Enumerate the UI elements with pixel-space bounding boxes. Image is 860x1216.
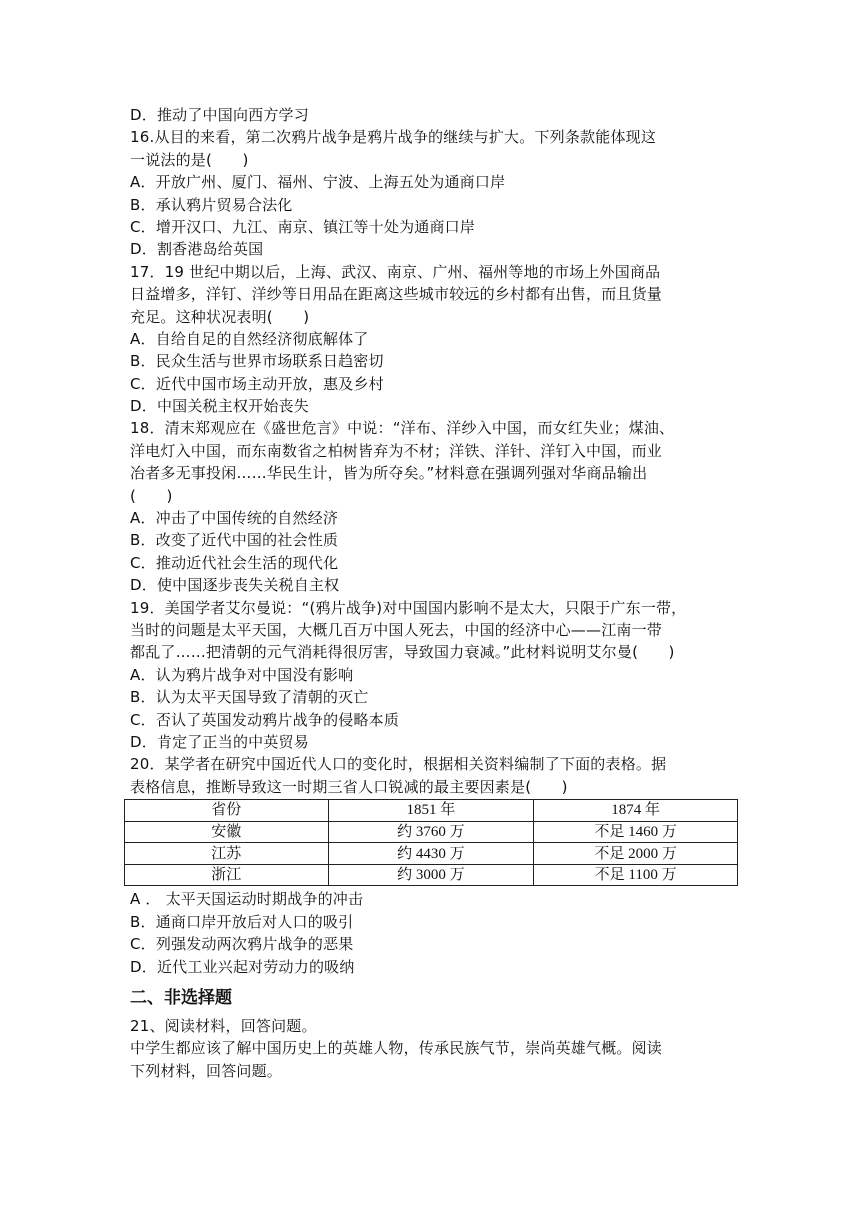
option-16b: B．承认鸦片贸易合法化	[130, 195, 293, 214]
question-21-block	[130, 1015, 734, 1082]
option-19d: D．肯定了正当的中英贸易	[130, 732, 309, 751]
table-cell: 安徽	[125, 821, 329, 843]
option-18a: A．冲击了中国传统的自然经济	[130, 509, 339, 528]
question-17-stem-1: 17．19 世纪中期以后，上海、武汉、南京、广州、福州等地的市场上外国商品	[130, 262, 661, 281]
option-18c: C．推动近代社会生活的现代化	[130, 553, 339, 572]
option-16c: C．增开汉口、九江、南京、镇江等十处为通商口岸	[130, 217, 476, 236]
population-table	[124, 799, 738, 886]
table-cell: 不足 1100 万	[534, 864, 738, 886]
option-20b: B．通商口岸开放后对人口的吸引	[130, 912, 354, 931]
table-cell: 约 4430 万	[328, 843, 534, 865]
table-cell: 不足 2000 万	[534, 843, 738, 865]
option-18d: D．使中国逐步丧失关税自主权	[130, 576, 340, 595]
table-cell: 约 3760 万	[328, 821, 534, 843]
section-heading: 二、非选择题	[130, 988, 232, 1009]
question-18-stem-2: 洋电灯入中国，而东南数省之柏树皆弃为不材；洋铁、洋针、洋钉入中国，而业	[130, 441, 663, 460]
option-16a: A．开放广州、厦门、福州、宁波、上海五处为通商口岸	[130, 173, 506, 192]
option-18b: B．改变了近代中国的社会性质	[130, 531, 339, 550]
question-19-stem-3: 都乱了……把清朝的元气消耗得很厉害，导致国力衰减。”此材料说明艾尔曼( )	[130, 643, 675, 662]
option-17b: B．民众生活与世界市场联系日趋密切	[130, 352, 384, 371]
question-18-stem-1: 18．清末郑观应在《盛世危言》中说：“洋布、洋纱入中国，而女红失业；煤油、	[130, 419, 675, 438]
question-21-intro-2: 下列材料，回答问题。	[130, 1061, 283, 1080]
option-19c: C．否认了英国发动鸦片战争的侵略本质	[130, 710, 400, 729]
option-16d: D．割香港岛给英国	[130, 240, 264, 259]
table-cell: 浙江	[125, 864, 329, 886]
table-cell: 江苏	[125, 843, 329, 865]
option-17d: D．中国关税主权开始丧失	[130, 397, 309, 416]
option-15d: D．推动了中国向西方学习	[130, 106, 309, 124]
question-21-title: 21、阅读材料，回答问题。	[130, 1017, 317, 1036]
table-header-cell: 1851 年	[328, 800, 534, 822]
question-18-stem-3: 冶者多无事投闲……华民生计，皆为所夺矣。”材料意在强调列强对华商品输出	[130, 464, 648, 483]
table-row	[125, 864, 738, 886]
option-20d: D．近代工业兴起对劳动力的吸纳	[130, 957, 355, 976]
table-header-cell: 省份	[125, 800, 329, 822]
option-17a: A．自给自足的自然经济彻底解体了	[130, 329, 369, 348]
question-20-stem-2: 表格信息，推断导致这一时期三省人口锐减的最主要因素是( )	[130, 777, 568, 796]
option-17c: C．近代中国市场主动开放，惠及乡村	[130, 374, 384, 393]
question-19-stem-1: 19．美国学者艾尔曼说：“(鸦片战争)对中国国内影响不是太大，只限于广东一带，	[130, 598, 687, 617]
question-21-intro-1: 中学生都应该了解中国历史上的英雄人物，传承民族气节，崇尚英雄气概。阅读	[130, 1039, 663, 1058]
page-content	[130, 104, 734, 1082]
option-20a: A ． 太平天国运动时期战争的冲击	[130, 890, 364, 909]
question-20-options	[130, 888, 734, 978]
question-16-stem-2: 一说法的是( )	[130, 150, 249, 169]
table-cell: 约 3000 万	[328, 864, 534, 886]
option-20c: C．列强发动两次鸦片战争的恶果	[130, 935, 354, 954]
question-17-stem-2: 日益增多，洋钉、洋纱等日用品在距离这些城市较远的乡村都有出售，而且货量	[130, 285, 663, 304]
option-19b: B．认为太平天国导致了清朝的灭亡	[130, 688, 369, 707]
table-row	[125, 821, 738, 843]
question-17-stem-3: 充足。这种状况表明( )	[130, 307, 310, 326]
table-header-row	[125, 800, 738, 822]
table-header-cell: 1874 年	[534, 800, 738, 822]
question-20-stem-1: 20．某学者在研究中国近代人口的变化时，根据相关资料编制了下面的表格。据	[130, 755, 667, 774]
question-block-top	[130, 104, 734, 798]
question-16-stem-1: 16.从目的来看，第二次鸦片战争是鸦片战争的继续与扩大。下列条款能体现这	[130, 128, 657, 147]
table-cell: 不足 1460 万	[534, 821, 738, 843]
option-19a: A．认为鸦片战争对中国没有影响	[130, 665, 354, 684]
question-18-stem-4: ( )	[130, 486, 173, 505]
table-row	[125, 843, 738, 865]
question-19-stem-2: 当时的问题是太平天国，大概几百万中国人死去，中国的经济中心——江南一带	[130, 620, 663, 639]
